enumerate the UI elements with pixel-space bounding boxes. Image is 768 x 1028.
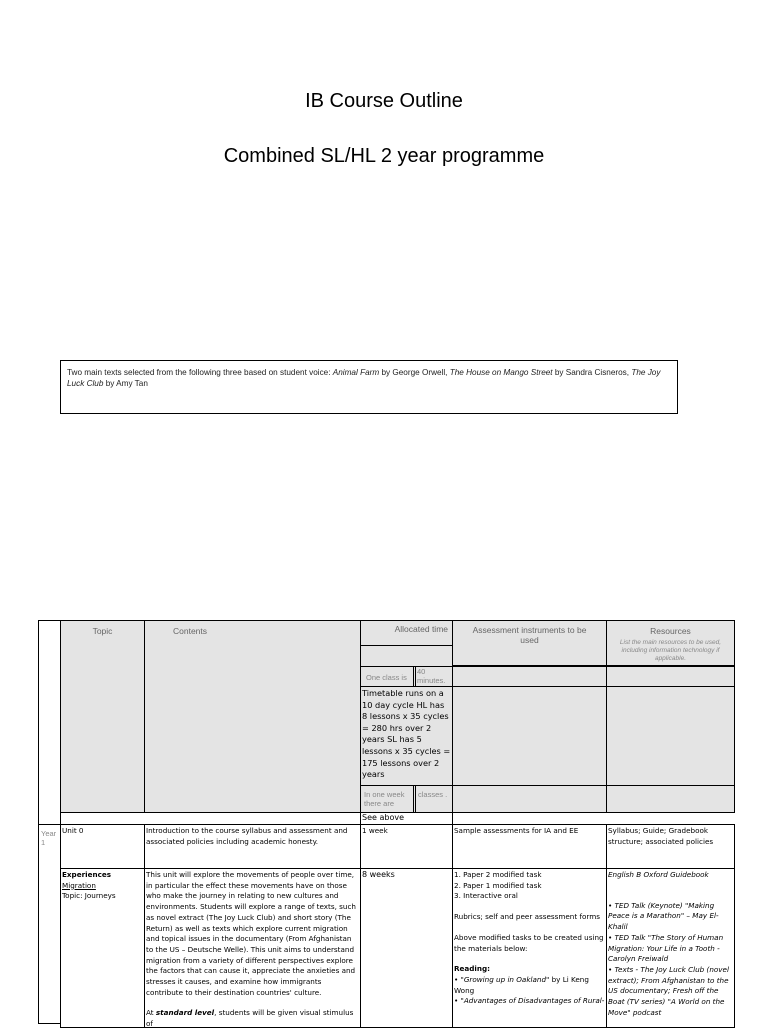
unit1-contents-cell bbox=[144, 868, 361, 1028]
see-above-text: See above bbox=[362, 813, 404, 822]
class-length-row bbox=[360, 666, 453, 687]
intro-author-2: by Sandra Cisneros, bbox=[552, 368, 632, 377]
unit1-res-2: • TED Talk "The Story of Human Migration: Your Life in a Tooth - Carolyn Freiwald bbox=[608, 932, 724, 964]
unit1-assessment-cell bbox=[452, 868, 607, 1028]
unit1-reading-label: Reading: bbox=[454, 964, 491, 974]
allocated-time-header bbox=[360, 620, 453, 646]
unit1-topic-cell bbox=[60, 868, 145, 1028]
intro-author-1: by George Orwell, bbox=[379, 368, 450, 377]
allocated-time-header-label: Allocated time bbox=[394, 624, 448, 634]
unit1-topic-sub: Migration bbox=[62, 880, 96, 890]
resources-blank-3 bbox=[606, 785, 735, 813]
intro-text-1: Animal Farm bbox=[332, 368, 380, 377]
unit0-assessment-cell bbox=[452, 824, 607, 869]
topic-header bbox=[60, 620, 145, 813]
unit1-reading-1: • "Growing up in Oakland" by Li Keng Wong bbox=[454, 974, 589, 995]
resources-blank-1 bbox=[606, 666, 735, 687]
unit1-res-3: • Texts - The Joy Luck Club (novel extract); From Afghanistan to the US documentary; Fresh off the Boat (TV series) "A World on the Move" podcast bbox=[608, 964, 729, 1017]
unit0-resources: Syllabus; Guide; Gradebook structure; associated policies bbox=[608, 826, 714, 846]
topic-header-label: Topic bbox=[92, 626, 113, 636]
resources-blank-2 bbox=[606, 686, 735, 786]
unit1-assessment-rubrics: Rubrics; self and peer assessment forms bbox=[454, 912, 600, 922]
class-length-value: 40 minutes. bbox=[417, 667, 446, 685]
weekly-classes-label: In one week there are bbox=[364, 790, 405, 808]
contents-header bbox=[144, 620, 361, 813]
document-subtitle: Combined SL/HL 2 year programme bbox=[223, 145, 545, 167]
unit1-topic-line: Topic: Journeys bbox=[62, 891, 116, 901]
year-column bbox=[38, 824, 61, 1024]
unit0-contents-cell bbox=[144, 824, 361, 869]
intro-box bbox=[60, 360, 678, 414]
class-length-label: One class is bbox=[366, 673, 407, 682]
unit0-time-cell bbox=[360, 824, 453, 869]
year-label: Year 1 bbox=[41, 829, 57, 847]
resources-header bbox=[606, 620, 735, 666]
intro-text-2: The House on Mango Street bbox=[449, 368, 553, 377]
assessment-blank-2 bbox=[452, 686, 607, 786]
class-length-divider bbox=[413, 666, 416, 687]
unit1-res-guidebook: English B Oxford Guidebook bbox=[608, 870, 709, 879]
course-outline-table bbox=[38, 620, 735, 1028]
unit1-contents-p1: This unit will explore the movements of people over time, in particular the effect these movements have on those who make the journey in relating to new cultures and environments. Students will explore a range of texts, such as novel extract (The Joy Luck Club) and short story (The Return) as well as texts which explore current migration and topical issues in the documentary (From Afghanistan to the US – Deutsche Welle). This unit aims to understand migration from a variety of different perspectives explore the factors that can cause it, appreciate the anxieties and stresses it causes, and examine how immigrants contribute to their destination countries' culture. bbox=[146, 870, 356, 997]
unit1-topic-title: Experiences bbox=[62, 870, 111, 879]
intro-text-3: The Joy Luck Club bbox=[67, 368, 661, 388]
unit0-resources-cell bbox=[606, 824, 735, 869]
unit1-time: 8 weeks bbox=[362, 870, 395, 879]
weekly-classes-value: classes . bbox=[418, 790, 448, 799]
intro-prefix: Two main texts selected from the following three based on student voice: bbox=[67, 368, 333, 377]
unit1-time-cell bbox=[360, 868, 453, 1028]
unit1-assessment-item-1: 1. Paper 2 modified task bbox=[454, 870, 542, 879]
unit1-assessment-item-3: 3. Interactive oral bbox=[454, 891, 518, 901]
timetable-cell bbox=[360, 686, 453, 786]
unit0-topic: Unit 0 bbox=[62, 826, 84, 835]
assessment-blank-1 bbox=[452, 666, 607, 687]
unit1-resources-cell bbox=[606, 868, 735, 1028]
unit0-contents: Introduction to the course syllabus and assessment and associated policies including academic honesty. bbox=[146, 826, 348, 846]
unit1-reading-2: • "Advantages of Disadvantages of Rural- bbox=[454, 996, 605, 1006]
unit0-assessment: Sample assessments for IA and EE bbox=[454, 826, 579, 835]
assessment-header-label: Assessment instruments to be used bbox=[472, 625, 587, 645]
unit1-contents-p2: At standard level, students will be given visual stimulus of bbox=[146, 1008, 354, 1028]
document-title: IB Course Outline bbox=[305, 90, 463, 112]
year-column-header bbox=[38, 620, 61, 825]
assessment-header bbox=[452, 620, 607, 666]
unit1-assessment-item-2: 2. Paper 1 modified task bbox=[454, 880, 542, 890]
time-blank-cell bbox=[360, 645, 453, 667]
unit0-topic-cell bbox=[60, 824, 145, 869]
resources-header-label: Resources bbox=[650, 626, 691, 636]
resources-note: List the main resources to be used, including information technology if applicable. bbox=[619, 639, 722, 662]
timetable-text: Timetable runs on a 10 day cycle HL has 8 lessons x 35 cycles = 280 hrs over 2 years SL has 5 lessons x 35 cycles = 175 lessons over 2 years bbox=[362, 688, 451, 780]
contents-header-label: Contents bbox=[173, 626, 208, 636]
weekly-classes-row bbox=[360, 785, 453, 813]
weekly-classes-divider bbox=[413, 785, 416, 813]
unit1-assessment-above: Above modified tasks to be created using the materials below: bbox=[454, 932, 604, 953]
assessment-blank-3 bbox=[452, 785, 607, 813]
unit0-time: 1 week bbox=[362, 826, 388, 835]
intro-author-3: by Amy Tan bbox=[103, 379, 148, 388]
unit1-res-1: • TED Talk (Keynote) "Making Peace is a Marathon" – May El-Khalil bbox=[608, 900, 719, 932]
